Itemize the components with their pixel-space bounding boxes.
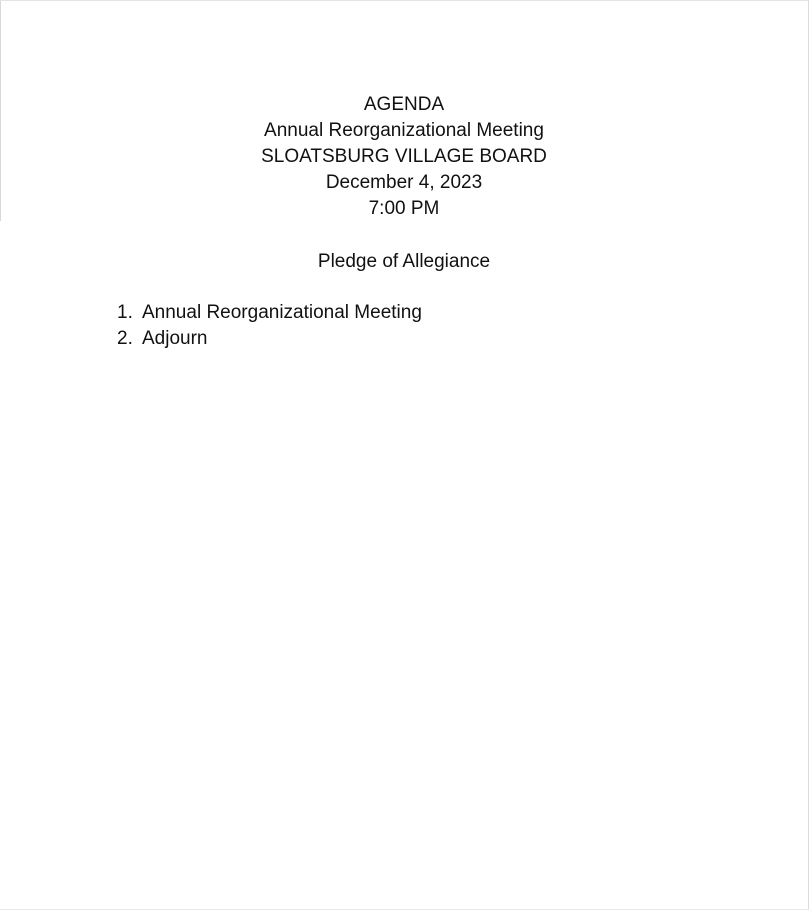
agenda-items-list [117, 300, 422, 352]
board-name: SLOATSBURG VILLAGE BOARD [261, 146, 547, 167]
meeting-name: Annual Reorganizational Meeting [264, 120, 544, 141]
item-number: 1. [117, 302, 133, 323]
agenda-header [0, 92, 808, 222]
agenda-title: AGENDA [363, 94, 445, 115]
item-text: Annual Reorganizational Meeting [142, 302, 422, 323]
meeting-time: 7:00 PM [368, 198, 440, 219]
item-number: 2. [117, 328, 133, 349]
list-item [117, 326, 422, 352]
pledge-of-allegiance: Pledge of Allegiance [317, 251, 491, 272]
meeting-date: December 4, 2023 [325, 172, 483, 193]
list-item [117, 300, 422, 326]
item-text: Adjourn [142, 328, 208, 349]
